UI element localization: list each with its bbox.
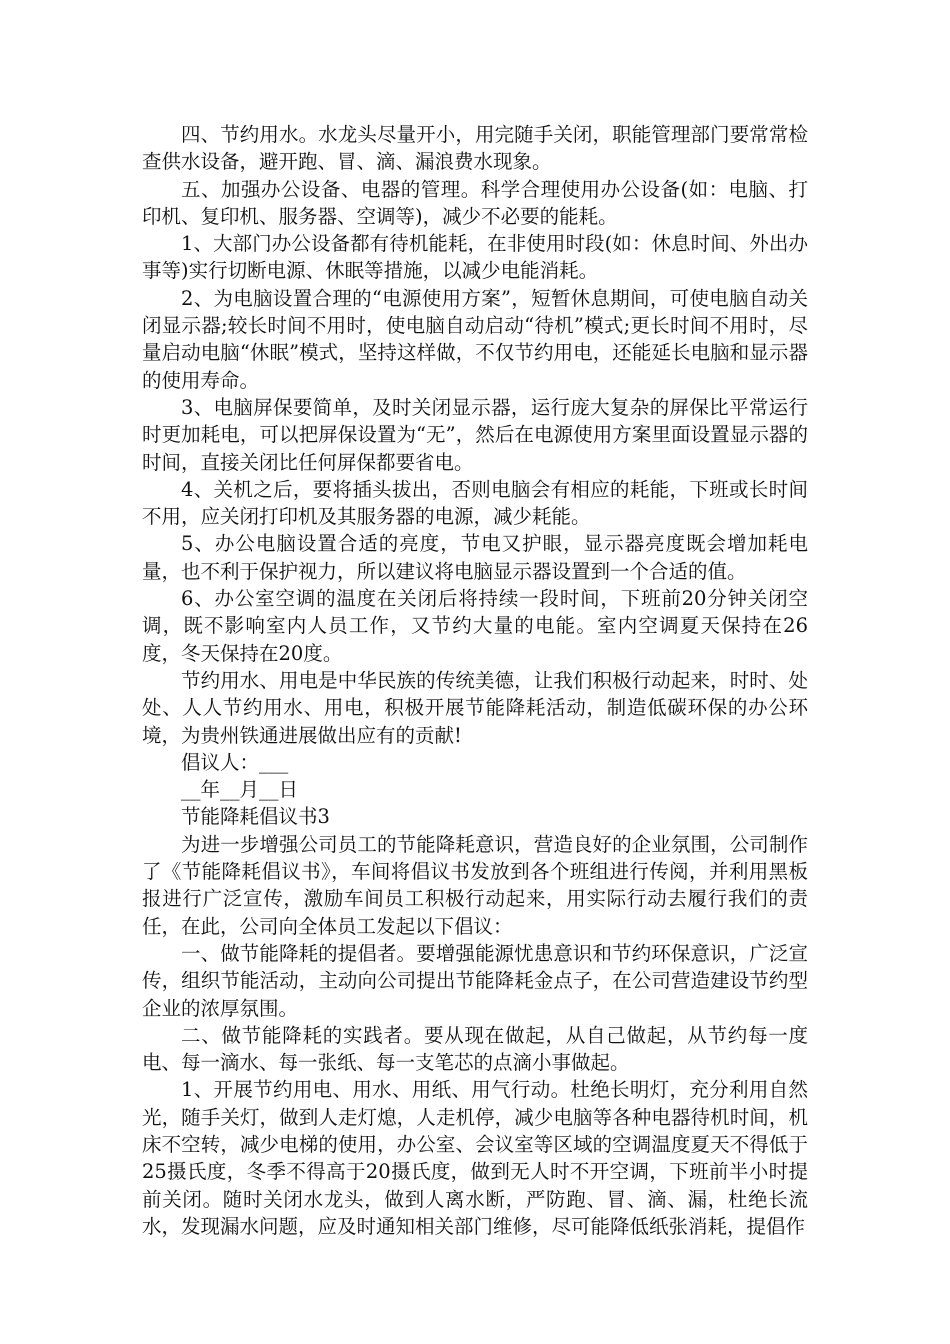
paragraph-conclusion: 节约用水、用电是中华民族的传统美德，让我们积极行动起来，时时、处处、人人节约用水、用电，积极开展节能降耗活动，制造低碳环保的办公环境，为贵州铁通进展做出应有的贡献! — [142, 668, 808, 747]
paragraph-power-plan: 2、为电脑设置合理的“电源使用方案”，短暂休息期间，可使电脑自动关闭显示器;较长时间不用时，使电脑自动启动“待机”模式;更长时间不用时，尽量启动电脑“休眠”模式，坚持这样做，不仅节约用电，还能延长电脑和显示器的使用寿命。 — [142, 286, 808, 392]
paragraph-water-saving: 四、节约用水。水龙头尽量开小，用完随手关闭，职能管理部门要常常检查供水设备，避开跑、冒、滴、漏浪费水现象。 — [142, 123, 808, 174]
paragraph-unplug: 4、关机之后，要将插头拔出，否则电脑会有相应的耗能，下班或长时间不用，应关闭打印机及其服务器的电源，减少耗能。 — [142, 477, 808, 529]
paragraph-advocate: 一、做节能降耗的提倡者。要增强能源忧患意识和节约环保意识，广泛宣传，组织节能活动，主动向公司提出节能降耗金点子，在公司营造建设节约型企业的浓厚氛围。 — [142, 941, 808, 1020]
paragraph-equipment-management: 五、加强办公设备、电器的管理。科学合理使用办公设备(如：电脑、打印机、复印机、服务器、空调等)，减少不必要的能耗。 — [142, 177, 808, 228]
paragraph-brightness: 5、办公电脑设置合适的亮度，节电又护眼，显示器亮度既会增加耗电量，也不利于保护视力，所以建议将电脑显示器设置到一个合适的值。 — [142, 532, 808, 583]
date-line: __年__月__日 — [181, 778, 299, 802]
section-title: 节能降耗倡议书3 — [181, 805, 330, 829]
paragraph-screensaver: 3、电脑屏保要简单，及时关闭显示器，运行庞大复杂的屏保比平常运行时更加耗电，可以把屏保设置为“无”，然后在电源使用方案里面设置显示器的时间，直接关闭比任何屏保都要省电。 — [142, 395, 808, 474]
paragraph-air-conditioning: 6、办公室空调的温度在关闭后将持续一段时间，下班前20分钟关闭空调，既不影响室内人员工作，又节约大量的电能。室内空调夏天保持在26度，冬天保持在20度。 — [142, 587, 808, 665]
paragraph-standby-power: 1、大部门办公设备都有待机能耗，在非使用时段(如：休息时间、外出办事等)实行切断电源、休眠等措施，以减少电能消耗。 — [142, 232, 808, 283]
paragraph-saving-actions: 1、开展节约用电、用水、用纸、用气行动。杜绝长明灯，充分利用自然光，随手关灯，做到人走灯熄，人走机停，减少电脑等各种电器待机时间，机床不空转，减少电梯的使用，办公室、会议室等区域的空调温度夏天不得低于25摄氏度，冬季不得高于20摄氏度，做到无人时不开空调，下班前半小时提前关闭。随时关闭水龙头，做到人离水断，严防跑、冒、滴、漏，杜绝长流水，发现漏水问题，应及时通知相关部门维修，尽可能降低纸张消耗，提倡作 — [142, 1078, 808, 1238]
signature-line: 倡议人：___ — [181, 750, 289, 774]
paragraph-introduction: 为进一步增强公司员工的节能降耗意识，营造良好的企业氛围，公司制作了《节能降耗倡议书》，车间将倡议书发放到各个班组进行传阅，并利用黑板报进行广泛宣传，激励车间员工积极行动起来，用实际行动去履行我们的责任，在此，公司向全体员工发起以下倡议： — [142, 832, 808, 938]
document-body — [142, 121, 808, 1240]
paragraph-practitioner: 二、做节能降耗的实践者。要从现在做起，从自己做起，从节约每一度电、每一滴水、每一张纸、每一支笔芯的点滴小事做起。 — [142, 1023, 808, 1075]
